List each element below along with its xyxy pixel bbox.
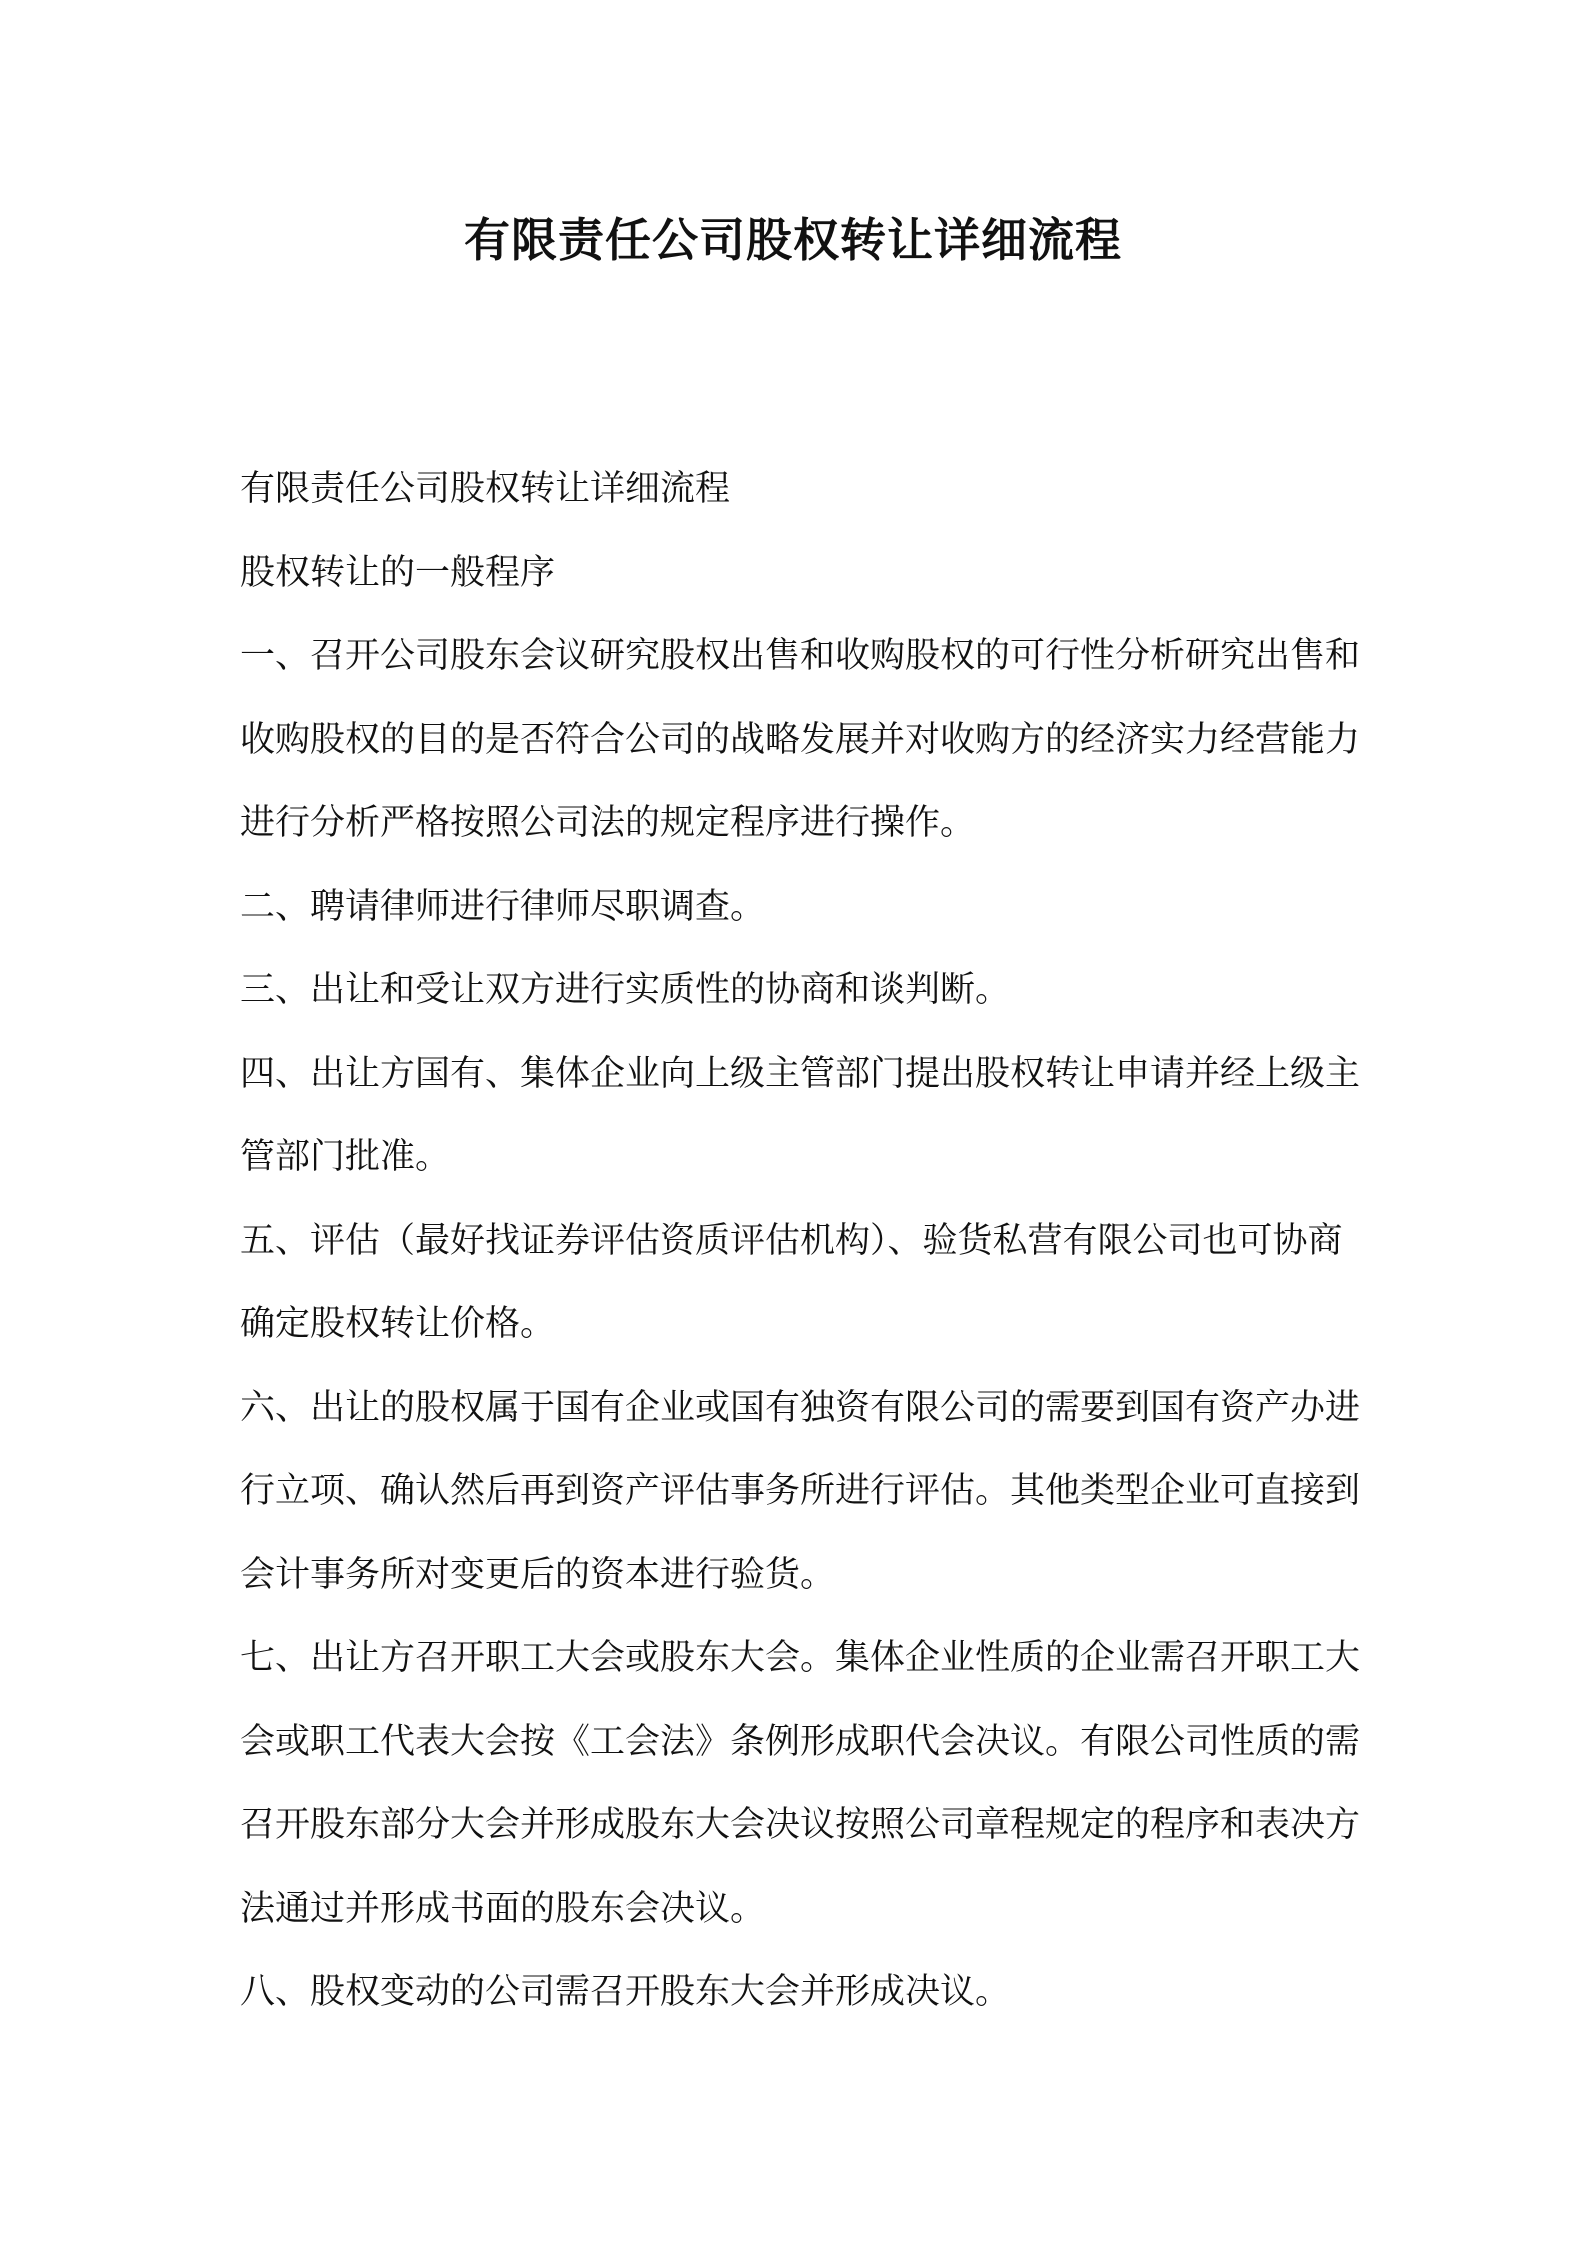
paragraph-step-4: 四、出让方国有、集体企业向上级主管部门提出股权转让申请并经上级主管部门批准。 xyxy=(240,1053,1361,1177)
paragraph-step-1: 一、召开公司股东会议研究股权出售和收购股权的可行性分析研究出售和收购股权的目的是否符合公司的战略发展并对收购方的经济实力经营能力进行分析严格按照公司法的规定程序进行操作。 xyxy=(240,636,1361,843)
document-body xyxy=(240,448,1360,2035)
paragraph-step-3: 三、出让和受让双方进行实质性的协商和谈判断。 xyxy=(240,970,1011,1010)
paragraph-subheading: 股权转让的一般程序 xyxy=(240,552,556,593)
paragraph-step-8: 八、股权变动的公司需召开股东大会并形成决议。 xyxy=(240,1972,1011,2012)
paragraph-step-2: 二、聘请律师进行律师尽职调查。 xyxy=(240,886,766,927)
paragraph-step-5: 五、评估（最好找证券评估资质评估机构）、验货私营有限公司也可协商确定股权转让价格。 xyxy=(240,1220,1343,1344)
paragraph-step-6: 六、出让的股权属于国有企业或国有独资有限公司的需要到国有资产办进行立项、确认然后再到资产评估事务所进行评估。其他类型企业可直接到会计事务所对变更后的资本进行验货。 xyxy=(240,1387,1361,1595)
paragraph-step-7: 七、出让方召开职工大会或股东大会。集体企业性质的企业需召开职工大会或职工代表大会按《工会法》条例形成职代会决议。有限公司性质的需召开股东部分大会并形成股东大会决议按照公司章程规定的程序和表决方法通过并形成书面的股东会决议。 xyxy=(240,1638,1361,1929)
document-title: 有限责任公司股权转让详细流程 xyxy=(464,213,1122,267)
paragraph-heading: 有限责任公司股权转让详细流程 xyxy=(240,469,731,509)
